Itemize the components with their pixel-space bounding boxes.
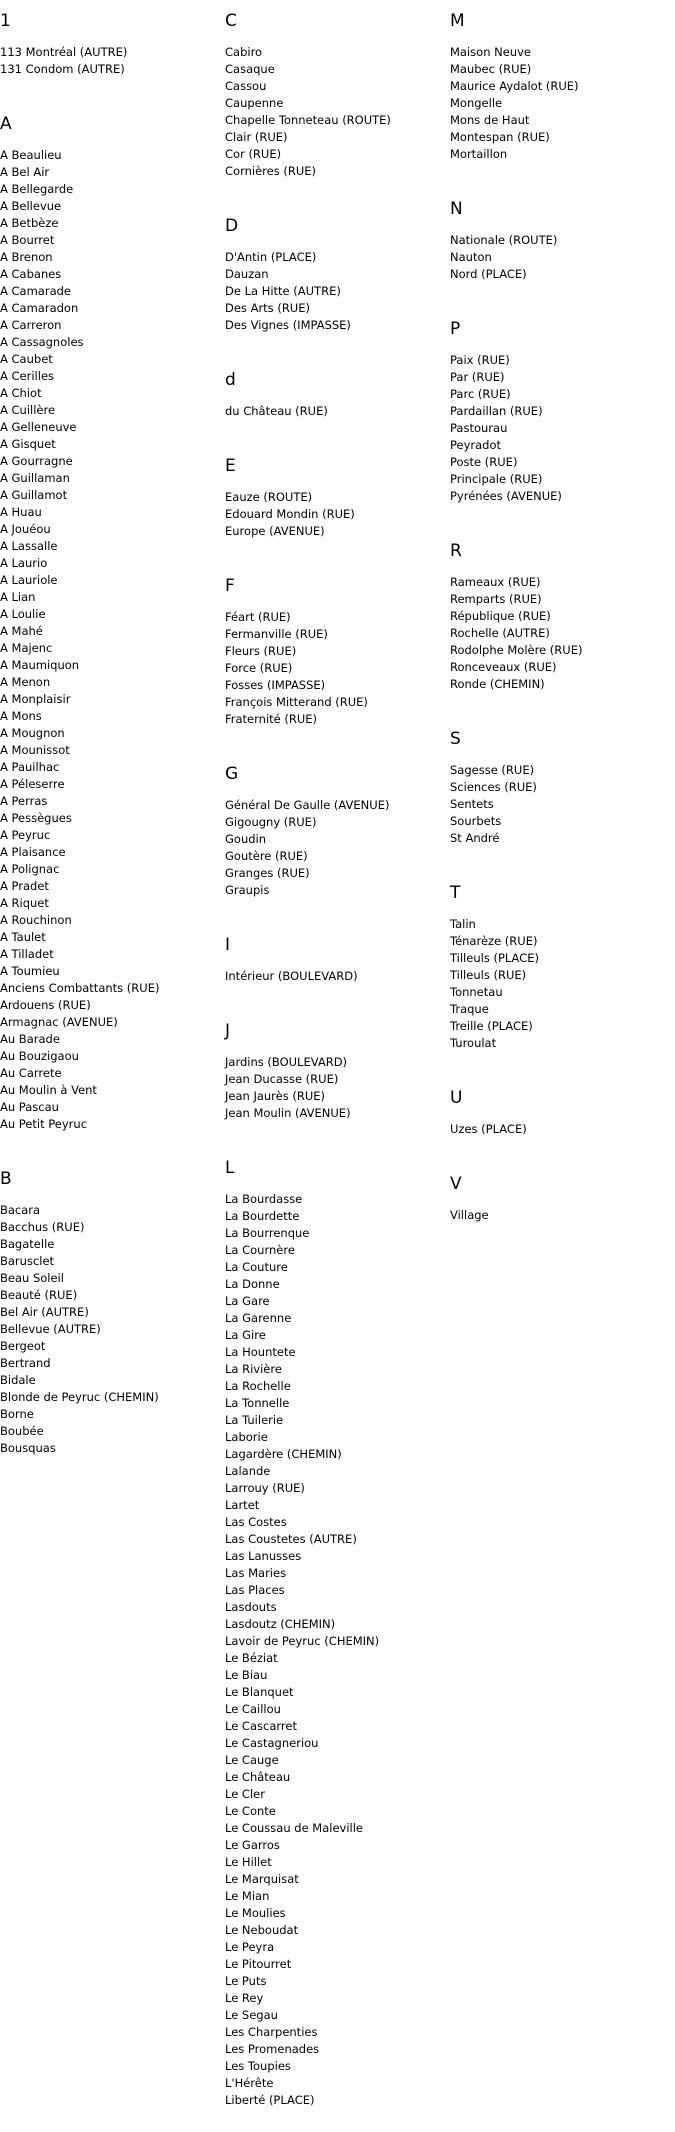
street-link[interactable]: Fermanville (RUE): [225, 627, 328, 641]
section-gap: [450, 283, 675, 306]
street-link[interactable]: La Bourrenque: [225, 1226, 310, 1240]
street-link[interactable]: La Gire: [225, 1328, 266, 1342]
street-link[interactable]: Mons de Haut: [450, 113, 530, 127]
street-link[interactable]: Rochelle (AUTRE): [450, 626, 550, 640]
street-list: [225, 1191, 450, 2109]
street-link[interactable]: Sentets: [450, 797, 494, 811]
street-link[interactable]: Talin: [450, 917, 476, 931]
street-link[interactable]: Au Moulin à Vent: [0, 1083, 97, 1097]
street-link[interactable]: Jean Ducasse (RUE): [225, 1072, 339, 1086]
section-letter-heading: L: [225, 1158, 235, 1178]
letter-section: [450, 0, 675, 186]
section-gap: [450, 1052, 675, 1075]
street-list: [450, 574, 675, 693]
street-link[interactable]: Las Lanusses: [225, 1549, 302, 1563]
street-link[interactable]: Las Maries: [225, 1566, 287, 1580]
street-link[interactable]: Principale (RUE): [450, 472, 543, 486]
section-letter-heading: R: [450, 541, 462, 561]
street-link[interactable]: A Péleserre: [0, 777, 65, 791]
street-link[interactable]: Le Neboudat: [225, 1923, 299, 1937]
street-link[interactable]: Sciences (RUE): [450, 780, 537, 794]
street-link[interactable]: Parc (RUE): [450, 387, 511, 401]
street-list: [225, 797, 450, 899]
street-link[interactable]: A Gisquet: [0, 437, 56, 451]
street-link[interactable]: A Mons: [0, 709, 42, 723]
street-link[interactable]: A Lian: [0, 590, 36, 604]
street-link[interactable]: Bel Air (AUTRE): [0, 1305, 89, 1319]
street-link[interactable]: François Mitterand (RUE): [225, 695, 368, 709]
street-link[interactable]: Fosses (IMPASSE): [225, 678, 326, 692]
street-link[interactable]: Pyrénées (AVENUE): [450, 489, 562, 503]
section-gap: [225, 728, 450, 751]
street-index-column-3: [450, 0, 675, 1247]
street-link[interactable]: A Cuillère: [0, 403, 56, 417]
street-index-column-1: [0, 0, 225, 1480]
street-link[interactable]: Lasdouts: [225, 1600, 277, 1614]
street-link[interactable]: Nauton: [450, 250, 492, 264]
street-link[interactable]: De La Hitte (AUTRE): [225, 284, 341, 298]
section-gap: [225, 180, 450, 203]
street-link[interactable]: Le Blanquet: [225, 1685, 294, 1699]
letter-section: [450, 716, 675, 870]
street-link[interactable]: Lavoir de Peyruc (CHEMIN): [225, 1634, 380, 1648]
section-letter-heading: T: [450, 883, 461, 903]
street-link[interactable]: A Rouchinon: [0, 913, 72, 927]
street-link[interactable]: Mortaillon: [450, 147, 508, 161]
street-link[interactable]: Sagesse (RUE): [450, 763, 535, 777]
street-link[interactable]: A Carreron: [0, 318, 62, 332]
street-link[interactable]: La Tonnelle: [225, 1396, 290, 1410]
street-link[interactable]: Remparts (RUE): [450, 592, 542, 606]
street-list: [450, 916, 675, 1052]
street-link[interactable]: Le Moulies: [225, 1906, 286, 1920]
street-link[interactable]: Goudin: [225, 832, 267, 846]
street-link[interactable]: A Riquet: [0, 896, 49, 910]
street-link[interactable]: A Caubet: [0, 352, 53, 366]
street-link[interactable]: Au Carrete: [0, 1066, 62, 1080]
street-link[interactable]: Chapelle Tonneteau (ROUTE): [225, 113, 391, 127]
street-link[interactable]: A Mougnon: [0, 726, 65, 740]
section-gap: [225, 420, 450, 443]
street-link[interactable]: Bagatelle: [0, 1237, 55, 1251]
street-link[interactable]: La Rivière: [225, 1362, 282, 1376]
street-link[interactable]: Boubée: [0, 1424, 44, 1438]
letter-section: [225, 1145, 450, 2132]
street-link[interactable]: 131 Condom (AUTRE): [0, 62, 125, 76]
street-link[interactable]: A Jouéou: [0, 522, 51, 536]
section-letter-heading: d: [225, 370, 236, 390]
street-link[interactable]: Nord (PLACE): [450, 267, 527, 281]
street-link[interactable]: Ardouens (RUE): [0, 998, 91, 1012]
street-link[interactable]: A Taulet: [0, 930, 46, 944]
street-list: [225, 1054, 450, 1122]
street-link[interactable]: Larrouy (RUE): [225, 1481, 305, 1495]
street-link[interactable]: Cornières (RUE): [225, 164, 316, 178]
street-link[interactable]: A Huau: [0, 505, 42, 519]
street-link[interactable]: A Camarade: [0, 284, 71, 298]
street-link[interactable]: Edouard Mondin (RUE): [225, 507, 355, 521]
street-link[interactable]: A Polignac: [0, 862, 60, 876]
street-link[interactable]: Granges (RUE): [225, 866, 310, 880]
section-gap: [0, 78, 225, 101]
street-index-column-2: [225, 0, 450, 2132]
street-link[interactable]: Bacchus (RUE): [0, 1220, 85, 1234]
street-link[interactable]: A Maumiquon: [0, 658, 80, 672]
street-link[interactable]: Armagnac (AVENUE): [0, 1015, 118, 1029]
street-link[interactable]: Par (RUE): [450, 370, 505, 384]
street-link[interactable]: Paix (RUE): [450, 353, 510, 367]
street-link[interactable]: La Tuilerie: [225, 1413, 284, 1427]
section-gap: [225, 1122, 450, 1145]
letter-section: [225, 922, 450, 1008]
street-list: [225, 44, 450, 180]
street-link[interactable]: Les Toupies: [225, 2059, 291, 2073]
street-link[interactable]: Eauze (ROUTE): [225, 490, 313, 504]
street-link[interactable]: Le Cler: [225, 1787, 265, 1801]
street-link[interactable]: Uzes (PLACE): [450, 1122, 527, 1136]
street-link[interactable]: République (RUE): [450, 609, 551, 623]
street-link[interactable]: Lagardère (CHEMIN): [225, 1447, 342, 1461]
street-link[interactable]: du Château (RUE): [225, 404, 328, 418]
section-gap: [225, 985, 450, 1008]
street-link[interactable]: Bertrand: [0, 1356, 51, 1370]
street-link[interactable]: Europe (AVENUE): [225, 524, 325, 538]
street-link[interactable]: D'Antin (PLACE): [225, 250, 317, 264]
letter-section: [225, 357, 450, 443]
street-link[interactable]: Dauzan: [225, 267, 269, 281]
street-link[interactable]: Le Segau: [225, 2008, 278, 2022]
street-link[interactable]: 113 Montréal (AUTRE): [0, 45, 128, 59]
letter-section: [225, 563, 450, 751]
street-link[interactable]: Fraternité (RUE): [225, 712, 318, 726]
section-letter-heading: A: [0, 114, 12, 134]
street-link[interactable]: Le Peyra: [225, 1940, 275, 1954]
street-link[interactable]: Sourbets: [450, 814, 502, 828]
section-letter-heading: M: [450, 11, 465, 31]
street-link[interactable]: Village: [450, 1208, 489, 1222]
street-link[interactable]: Le Caillou: [225, 1702, 281, 1716]
street-list: [225, 609, 450, 728]
street-list: [225, 489, 450, 540]
section-letter-heading: E: [225, 456, 236, 476]
street-link[interactable]: Anciens Combattants (RUE): [0, 981, 160, 995]
street-link[interactable]: Maubec (RUE): [450, 62, 532, 76]
street-link[interactable]: Barusclet: [0, 1254, 55, 1268]
street-link[interactable]: Turoulat: [450, 1036, 497, 1050]
street-list: [225, 403, 450, 420]
street-link[interactable]: A Pessègues: [0, 811, 72, 825]
street-link[interactable]: Liberté (PLACE): [225, 2093, 315, 2107]
street-link[interactable]: Les Charpenties: [225, 2025, 318, 2039]
street-link[interactable]: Des Arts (RUE): [225, 301, 310, 315]
street-link[interactable]: Borne: [0, 1407, 34, 1421]
section-gap: [225, 899, 450, 922]
street-link[interactable]: Tonnetau: [450, 985, 503, 999]
street-link[interactable]: Le Cauge: [225, 1753, 279, 1767]
street-link[interactable]: Les Promenades: [225, 2042, 320, 2056]
section-letter-heading: J: [225, 1021, 231, 1041]
letter-section: [0, 0, 225, 101]
letter-section: [225, 1008, 450, 1145]
street-link[interactable]: Cabiro: [225, 45, 263, 59]
street-link[interactable]: Le Biau: [225, 1668, 268, 1682]
street-link[interactable]: Goutère (RUE): [225, 849, 308, 863]
street-link[interactable]: Ronceveaux (RUE): [450, 660, 557, 674]
street-link[interactable]: La Hountete: [225, 1345, 296, 1359]
street-link[interactable]: A Camaradon: [0, 301, 79, 315]
street-link[interactable]: Lartet: [225, 1498, 260, 1512]
street-link[interactable]: A Mahé: [0, 624, 43, 638]
section-gap: [0, 1457, 225, 1480]
street-link[interactable]: A Bellegarde: [0, 182, 74, 196]
street-link[interactable]: Force (RUE): [225, 661, 293, 675]
letter-section: [450, 870, 675, 1075]
street-link[interactable]: Bacara: [0, 1203, 41, 1217]
street-link[interactable]: La Gare: [225, 1294, 270, 1308]
letter-section: [450, 306, 675, 528]
street-link[interactable]: Beauté (RUE): [0, 1288, 78, 1302]
street-link[interactable]: Féart (RUE): [225, 610, 291, 624]
section-letter-heading: D: [225, 216, 239, 236]
section-gap: [0, 1133, 225, 1156]
section-letter-heading: G: [225, 764, 239, 784]
street-list: [0, 44, 225, 78]
section-letter-heading: I: [225, 935, 231, 955]
street-link[interactable]: Ronde (CHEMIN): [450, 677, 545, 691]
street-link[interactable]: Casaque: [225, 62, 275, 76]
street-link[interactable]: A Perras: [0, 794, 48, 808]
street-link[interactable]: Bousquas: [0, 1441, 56, 1455]
street-link[interactable]: Bergeot: [0, 1339, 46, 1353]
street-link[interactable]: La Cournère: [225, 1243, 295, 1257]
section-letter-heading: F: [225, 576, 235, 596]
street-link[interactable]: A Gelleneuve: [0, 420, 77, 434]
letter-section: [0, 101, 225, 1156]
street-link[interactable]: Lalande: [225, 1464, 271, 1478]
street-link[interactable]: A Laurio: [0, 556, 48, 570]
street-link[interactable]: A Tilladet: [0, 947, 54, 961]
street-link[interactable]: St André: [450, 831, 500, 845]
street-link[interactable]: Des Vignes (IMPASSE): [225, 318, 351, 332]
street-link[interactable]: La Garenne: [225, 1311, 292, 1325]
street-link[interactable]: Le Conte: [225, 1804, 276, 1818]
street-list: [450, 44, 675, 163]
street-list: [450, 232, 675, 283]
street-link[interactable]: A Cabanes: [0, 267, 62, 281]
street-link[interactable]: Rodolphe Molère (RUE): [450, 643, 583, 657]
section-letter-heading: N: [450, 199, 463, 219]
street-link[interactable]: A Bel Air: [0, 165, 50, 179]
street-link[interactable]: Graupis: [225, 883, 270, 897]
street-link[interactable]: Jean Jaurès (RUE): [225, 1089, 326, 1103]
street-link[interactable]: Le Cascarret: [225, 1719, 297, 1733]
street-link[interactable]: Le Château: [225, 1770, 291, 1784]
street-link[interactable]: Le Béziat: [225, 1651, 278, 1665]
street-link[interactable]: A Pradet: [0, 879, 49, 893]
street-link[interactable]: Maurice Aydalot (RUE): [450, 79, 579, 93]
street-link[interactable]: La Rochelle: [225, 1379, 291, 1393]
street-link[interactable]: Rameaux (RUE): [450, 575, 541, 589]
street-link[interactable]: Au Pascau: [0, 1100, 59, 1114]
street-link[interactable]: Gigougny (RUE): [225, 815, 317, 829]
section-letter-heading: B: [0, 1169, 12, 1189]
section-letter-heading: U: [450, 1088, 463, 1108]
street-link[interactable]: Le Castagneriou: [225, 1736, 319, 1750]
street-link[interactable]: Général De Gaulle (AVENUE): [225, 798, 390, 812]
street-link[interactable]: Laborie: [225, 1430, 268, 1444]
letter-section: [225, 203, 450, 357]
section-gap: [450, 1224, 675, 1247]
street-link[interactable]: Mongelle: [450, 96, 503, 110]
street-link[interactable]: A Bellevue: [0, 199, 62, 213]
street-link[interactable]: A Peyruc: [0, 828, 51, 842]
letter-section: [450, 186, 675, 306]
street-link[interactable]: A Lassalle: [0, 539, 58, 553]
street-link[interactable]: Jean Moulin (AVENUE): [225, 1106, 351, 1120]
street-link[interactable]: Le Marquisat: [225, 1872, 299, 1886]
street-link[interactable]: Intérieur (BOULEVARD): [225, 969, 358, 983]
section-gap: [450, 505, 675, 528]
street-link[interactable]: Au Petit Peyruc: [0, 1117, 88, 1131]
street-link[interactable]: L'Hérête: [225, 2076, 274, 2090]
section-gap: [225, 334, 450, 357]
street-link[interactable]: Blonde de Peyruc (CHEMIN): [0, 1390, 159, 1404]
letter-section: [225, 751, 450, 922]
street-link[interactable]: La Couture: [225, 1260, 288, 1274]
street-link[interactable]: La Bourdasse: [225, 1192, 303, 1206]
street-link[interactable]: Tilleuls (RUE): [450, 968, 527, 982]
street-link[interactable]: A Majenc: [0, 641, 53, 655]
street-link[interactable]: Lasdoutz (CHEMIN): [225, 1617, 336, 1631]
street-link[interactable]: A Monplaisir: [0, 692, 71, 706]
street-link[interactable]: Las Places: [225, 1583, 285, 1597]
street-link[interactable]: A Chiot: [0, 386, 42, 400]
street-link[interactable]: Tilleuls (PLACE): [450, 951, 540, 965]
street-link[interactable]: A Guillaman: [0, 471, 70, 485]
street-link[interactable]: A Toumieu: [0, 964, 60, 978]
street-list: [225, 968, 450, 985]
street-list: [0, 147, 225, 1133]
street-link[interactable]: Le Coussau de Maleville: [225, 1821, 363, 1835]
street-link[interactable]: Fleurs (RUE): [225, 644, 297, 658]
street-link[interactable]: A Lauriole: [0, 573, 58, 587]
street-list: [0, 1202, 225, 1457]
section-letter-heading: V: [450, 1174, 462, 1194]
street-list: [450, 1207, 675, 1224]
street-link[interactable]: Bidale: [0, 1373, 36, 1387]
section-gap: [450, 847, 675, 870]
section-gap: [450, 163, 675, 186]
letter-section: [450, 1161, 675, 1247]
letter-section: [450, 1075, 675, 1161]
street-link[interactable]: A Mounissot: [0, 743, 70, 757]
street-link[interactable]: Le Rey: [225, 1991, 264, 2005]
section-gap: [450, 1138, 675, 1161]
street-link[interactable]: Bellevue (AUTRE): [0, 1322, 101, 1336]
section-letter-heading: 1: [0, 11, 11, 31]
street-link[interactable]: La Bourdette: [225, 1209, 300, 1223]
letter-section: [450, 528, 675, 716]
street-link[interactable]: A Loulie: [0, 607, 46, 621]
letter-section: [0, 1156, 225, 1480]
street-link[interactable]: Cassou: [225, 79, 267, 93]
street-link[interactable]: A Cassagnoles: [0, 335, 84, 349]
street-link[interactable]: Ténarèze (RUE): [450, 934, 538, 948]
street-link[interactable]: Peyradot: [450, 438, 502, 452]
street-list: [450, 352, 675, 505]
street-link[interactable]: Pastourau: [450, 421, 508, 435]
street-link[interactable]: Caupenne: [225, 96, 284, 110]
section-letter-heading: S: [450, 729, 461, 749]
street-link[interactable]: Le Hillet: [225, 1855, 272, 1869]
street-link[interactable]: A Betbèze: [0, 216, 59, 230]
street-list: [225, 249, 450, 334]
street-link[interactable]: A Bourret: [0, 233, 55, 247]
street-link[interactable]: A Beaulieu: [0, 148, 62, 162]
section-letter-heading: P: [450, 319, 461, 339]
street-link[interactable]: A Brenon: [0, 250, 53, 264]
street-link[interactable]: A Cerilles: [0, 369, 55, 383]
street-link[interactable]: Las Coustetes (AUTRE): [225, 1532, 357, 1546]
street-link[interactable]: Maison Neuve: [450, 45, 531, 59]
street-link[interactable]: Au Barade: [0, 1032, 60, 1046]
street-link[interactable]: Treille (PLACE): [450, 1019, 533, 1033]
street-list: [450, 762, 675, 847]
street-link[interactable]: Au Bouzigaou: [0, 1049, 79, 1063]
street-link[interactable]: A Pauilhac: [0, 760, 60, 774]
letter-section: [225, 0, 450, 203]
street-link[interactable]: A Gourragne: [0, 454, 73, 468]
street-link[interactable]: Clair (RUE): [225, 130, 288, 144]
street-link[interactable]: Las Costes: [225, 1515, 287, 1529]
street-link[interactable]: Traque: [450, 1002, 489, 1016]
street-link[interactable]: Le Garros: [225, 1838, 280, 1852]
street-link[interactable]: A Plaisance: [0, 845, 66, 859]
section-gap: [450, 693, 675, 716]
street-link[interactable]: Cor (RUE): [225, 147, 282, 161]
section-gap: [225, 2109, 450, 2132]
street-link[interactable]: Le Puts: [225, 1974, 267, 1988]
street-link[interactable]: Le Mian: [225, 1889, 270, 1903]
street-link[interactable]: Poste (RUE): [450, 455, 518, 469]
street-link[interactable]: Montespan (RUE): [450, 130, 550, 144]
street-link[interactable]: Beau Soleil: [0, 1271, 64, 1285]
section-letter-heading: C: [225, 11, 237, 31]
section-gap: [225, 540, 450, 563]
street-link[interactable]: Nationale (ROUTE): [450, 233, 558, 247]
letter-section: [225, 443, 450, 563]
street-link[interactable]: Pardaillan (RUE): [450, 404, 543, 418]
street-link[interactable]: A Menon: [0, 675, 51, 689]
street-link[interactable]: La Donne: [225, 1277, 280, 1291]
street-list: [450, 1121, 675, 1138]
street-link[interactable]: Jardins (BOULEVARD): [225, 1055, 348, 1069]
street-link[interactable]: A Guillamot: [0, 488, 68, 502]
street-link[interactable]: Le Pitourret: [225, 1957, 292, 1971]
